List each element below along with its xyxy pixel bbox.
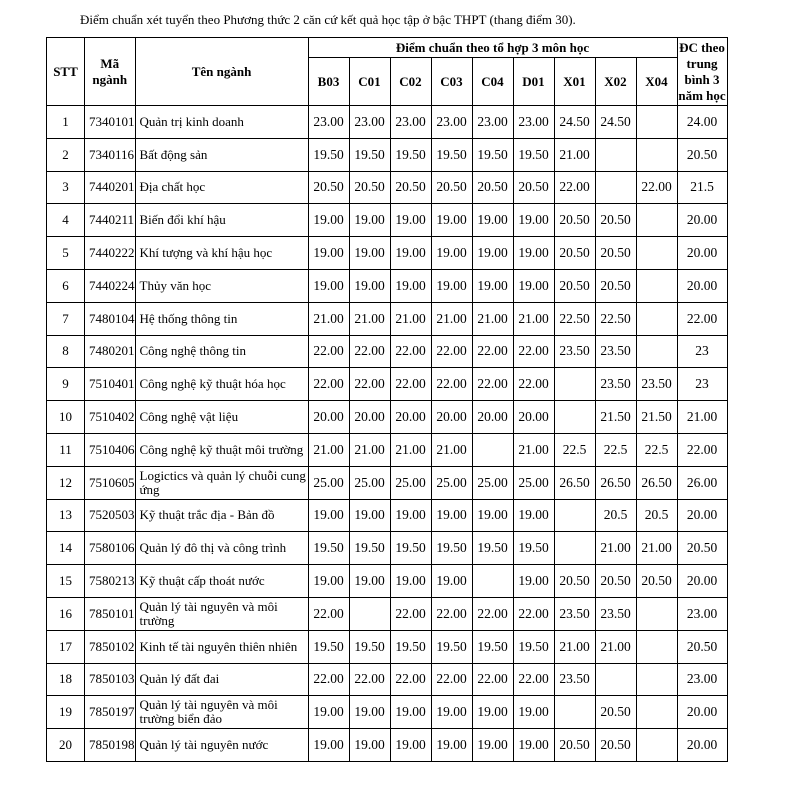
cell-score-b03: 19.00 [308, 237, 349, 270]
cell-dc: 23 [677, 368, 727, 401]
cell-score-x01: 20.50 [554, 565, 595, 598]
cell-score-c01: 19.00 [349, 729, 390, 762]
cell-score-c04 [472, 565, 513, 598]
cell-dc: 20.00 [677, 204, 727, 237]
cell-score-c01: 20.50 [349, 171, 390, 204]
cell-ma-nganh: 7340116 [85, 138, 136, 171]
cell-score-c01 [349, 597, 390, 630]
cell-ten-nganh: Quản lý tài nguyên và môi trường [135, 597, 308, 630]
cell-score-x01 [554, 696, 595, 729]
cell-dc: 21.5 [677, 171, 727, 204]
cell-score-c03: 19.00 [431, 565, 472, 598]
table-row [47, 106, 728, 139]
cell-score-c03: 19.50 [431, 532, 472, 565]
table-row [47, 532, 728, 565]
cell-stt: 10 [47, 401, 85, 434]
cell-score-b03: 19.00 [308, 499, 349, 532]
cell-ma-nganh: 7440224 [85, 269, 136, 302]
cell-score-x02 [595, 171, 636, 204]
cell-ten-nganh: Công nghệ kỹ thuật hóa học [135, 368, 308, 401]
cell-score-x01: 23.50 [554, 663, 595, 696]
cell-score-x01: 20.50 [554, 729, 595, 762]
cell-stt: 17 [47, 630, 85, 663]
cell-score-c03: 20.00 [431, 401, 472, 434]
cell-score-d01: 19.50 [513, 630, 554, 663]
cell-score-c04: 20.00 [472, 401, 513, 434]
cell-score-x04 [636, 302, 677, 335]
cell-dc: 22.00 [677, 302, 727, 335]
cell-score-d01: 19.00 [513, 696, 554, 729]
table-row [47, 401, 728, 434]
table-row [47, 138, 728, 171]
cell-score-c03: 22.00 [431, 597, 472, 630]
cell-stt: 12 [47, 466, 85, 499]
cell-ma-nganh: 7520503 [85, 499, 136, 532]
table-row [47, 237, 728, 270]
header-ten-nganh: Tên ngành [135, 38, 308, 106]
cell-score-x02: 20.50 [595, 204, 636, 237]
cell-ten-nganh: Kỹ thuật trắc địa - Bản đồ [135, 499, 308, 532]
cell-ten-nganh: Quản lý tài nguyên nước [135, 729, 308, 762]
cell-score-b03: 19.00 [308, 269, 349, 302]
table-row [47, 171, 728, 204]
cell-score-d01: 22.00 [513, 597, 554, 630]
cell-ma-nganh: 7440222 [85, 237, 136, 270]
cell-score-x02: 21.00 [595, 532, 636, 565]
cell-score-c03: 19.50 [431, 138, 472, 171]
cell-score-x01: 23.50 [554, 335, 595, 368]
cell-ten-nganh: Quản lý tài nguyên và môi trường biển đảo [135, 696, 308, 729]
cell-score-c03: 20.50 [431, 171, 472, 204]
cell-ma-nganh: 7510605 [85, 466, 136, 499]
cell-score-x01: 21.00 [554, 630, 595, 663]
cell-score-c02: 19.00 [390, 204, 431, 237]
cell-score-x02: 22.5 [595, 433, 636, 466]
cell-score-d01: 21.00 [513, 433, 554, 466]
cell-score-x04: 20.50 [636, 565, 677, 598]
cell-dc: 26.00 [677, 466, 727, 499]
table-row [47, 335, 728, 368]
cell-ma-nganh: 7510402 [85, 401, 136, 434]
cell-score-c02: 22.00 [390, 597, 431, 630]
cell-score-x01: 20.50 [554, 237, 595, 270]
cell-dc: 20.00 [677, 696, 727, 729]
cell-score-x04 [636, 237, 677, 270]
cell-score-x04 [636, 204, 677, 237]
cell-score-c01: 22.00 [349, 335, 390, 368]
cell-score-x04 [636, 138, 677, 171]
cell-score-c02: 25.00 [390, 466, 431, 499]
header-combo-x04: X04 [636, 58, 677, 106]
cell-score-x01: 26.50 [554, 466, 595, 499]
cell-score-c04: 19.00 [472, 269, 513, 302]
header-combo-group: Điểm chuẩn theo tổ hợp 3 môn học [308, 38, 677, 58]
cell-score-x02: 23.50 [595, 597, 636, 630]
cell-dc: 20.50 [677, 630, 727, 663]
cell-ma-nganh: 7580106 [85, 532, 136, 565]
cell-score-x04 [636, 696, 677, 729]
cell-score-c02: 19.50 [390, 630, 431, 663]
cell-score-c04: 19.00 [472, 237, 513, 270]
cell-dc: 22.00 [677, 433, 727, 466]
cell-score-c01: 22.00 [349, 368, 390, 401]
cell-score-x02: 20.50 [595, 237, 636, 270]
cell-score-d01: 20.00 [513, 401, 554, 434]
cell-ten-nganh: Thủy văn học [135, 269, 308, 302]
cell-score-x02 [595, 138, 636, 171]
cell-score-c02: 19.50 [390, 532, 431, 565]
cell-stt: 5 [47, 237, 85, 270]
cell-dc: 20.00 [677, 269, 727, 302]
header-combo-c02: C02 [390, 58, 431, 106]
cell-ma-nganh: 7510406 [85, 433, 136, 466]
cell-score-c04: 19.00 [472, 696, 513, 729]
cell-score-c02: 19.00 [390, 237, 431, 270]
table-row [47, 368, 728, 401]
cell-dc: 20.00 [677, 237, 727, 270]
cell-ma-nganh: 7440201 [85, 171, 136, 204]
cell-score-c03: 21.00 [431, 302, 472, 335]
cell-ten-nganh: Khí tượng và khí hậu học [135, 237, 308, 270]
cell-score-x04: 21.50 [636, 401, 677, 434]
cell-score-x02: 21.50 [595, 401, 636, 434]
cell-ten-nganh: Công nghệ kỹ thuật môi trường [135, 433, 308, 466]
cell-score-x01: 22.00 [554, 171, 595, 204]
cell-score-x02: 20.50 [595, 269, 636, 302]
cell-score-x02: 20.50 [595, 696, 636, 729]
cell-score-c01: 19.50 [349, 630, 390, 663]
cell-score-x04: 23.50 [636, 368, 677, 401]
cell-score-d01: 19.00 [513, 565, 554, 598]
cell-score-c01: 19.50 [349, 138, 390, 171]
table-row [47, 269, 728, 302]
cell-score-x04: 22.00 [636, 171, 677, 204]
cell-score-c02: 22.00 [390, 335, 431, 368]
cell-stt: 4 [47, 204, 85, 237]
cell-score-b03: 22.00 [308, 335, 349, 368]
cell-stt: 14 [47, 532, 85, 565]
header-combo-c04: C04 [472, 58, 513, 106]
cell-score-d01: 22.00 [513, 335, 554, 368]
cell-dc: 20.00 [677, 565, 727, 598]
cell-stt: 3 [47, 171, 85, 204]
cell-ten-nganh: Bất động sản [135, 138, 308, 171]
cell-score-c04: 22.00 [472, 335, 513, 368]
cell-score-x02: 24.50 [595, 106, 636, 139]
cell-score-x04: 22.5 [636, 433, 677, 466]
cell-score-b03: 22.00 [308, 663, 349, 696]
cell-dc: 24.00 [677, 106, 727, 139]
cell-score-b03: 20.50 [308, 171, 349, 204]
cell-ma-nganh: 7340101 [85, 106, 136, 139]
cell-dc: 23.00 [677, 663, 727, 696]
cell-score-c02: 22.00 [390, 663, 431, 696]
cell-score-c04: 25.00 [472, 466, 513, 499]
cell-score-c02: 19.00 [390, 565, 431, 598]
cell-score-x02: 20.50 [595, 729, 636, 762]
cell-dc: 21.00 [677, 401, 727, 434]
table-row [47, 729, 728, 762]
cell-score-x01: 24.50 [554, 106, 595, 139]
cell-ten-nganh: Kỹ thuật cấp thoát nước [135, 565, 308, 598]
cell-ten-nganh: Hệ thống thông tin [135, 302, 308, 335]
page-caption: Điểm chuẩn xét tuyển theo Phương thức 2 căn cứ kết quả học tập ở bậc THPT (thang điểm 30). [80, 12, 576, 27]
cell-dc: 23 [677, 335, 727, 368]
cell-score-c03: 19.00 [431, 499, 472, 532]
cell-dc: 23.00 [677, 597, 727, 630]
cell-score-x04 [636, 630, 677, 663]
cell-score-d01: 19.00 [513, 269, 554, 302]
cell-score-x01: 20.50 [554, 269, 595, 302]
cell-score-c03: 19.00 [431, 729, 472, 762]
table-row [47, 433, 728, 466]
cell-score-b03: 21.00 [308, 433, 349, 466]
cell-score-c03: 19.00 [431, 204, 472, 237]
cell-score-c03: 22.00 [431, 368, 472, 401]
cell-score-c02: 21.00 [390, 433, 431, 466]
cell-score-x01 [554, 401, 595, 434]
cell-score-b03: 19.50 [308, 138, 349, 171]
header-combo-d01: D01 [513, 58, 554, 106]
cell-ten-nganh: Quản trị kinh doanh [135, 106, 308, 139]
cell-score-x01 [554, 368, 595, 401]
cell-score-b03: 22.00 [308, 597, 349, 630]
cell-ten-nganh: Quản lý đô thị và công trình [135, 532, 308, 565]
cell-ma-nganh: 7510401 [85, 368, 136, 401]
cell-score-d01: 19.50 [513, 532, 554, 565]
table-row [47, 597, 728, 630]
cell-score-c04: 21.00 [472, 302, 513, 335]
cell-score-d01: 19.00 [513, 237, 554, 270]
cell-score-c04: 23.00 [472, 106, 513, 139]
cell-dc: 20.00 [677, 499, 727, 532]
cell-score-x01 [554, 499, 595, 532]
cell-stt: 13 [47, 499, 85, 532]
cell-score-b03: 21.00 [308, 302, 349, 335]
cell-stt: 19 [47, 696, 85, 729]
cell-score-c04: 22.00 [472, 368, 513, 401]
header-stt: STT [47, 38, 85, 106]
cell-dc: 20.50 [677, 532, 727, 565]
cell-ten-nganh: Biến đổi khí hậu [135, 204, 308, 237]
cell-stt: 9 [47, 368, 85, 401]
header-combo-x02: X02 [595, 58, 636, 106]
cell-score-c02: 19.00 [390, 269, 431, 302]
cell-score-x04 [636, 269, 677, 302]
cutoff-score-table [46, 37, 728, 762]
cell-ma-nganh: 7850102 [85, 630, 136, 663]
cell-score-c02: 19.00 [390, 499, 431, 532]
cell-stt: 1 [47, 106, 85, 139]
table-row [47, 630, 728, 663]
table-row [47, 499, 728, 532]
cell-stt: 16 [47, 597, 85, 630]
cell-score-x02: 20.5 [595, 499, 636, 532]
cell-score-x04 [636, 335, 677, 368]
cell-score-c02: 20.00 [390, 401, 431, 434]
cell-score-c04: 19.50 [472, 138, 513, 171]
cell-score-x01: 20.50 [554, 204, 595, 237]
cell-ten-nganh: Địa chất học [135, 171, 308, 204]
cell-score-b03: 19.00 [308, 565, 349, 598]
cell-ten-nganh: Công nghệ thông tin [135, 335, 308, 368]
cell-score-x02: 23.50 [595, 335, 636, 368]
cell-ma-nganh: 7480201 [85, 335, 136, 368]
cell-score-c01: 19.50 [349, 532, 390, 565]
cell-score-c03: 19.00 [431, 237, 472, 270]
cell-score-c04 [472, 433, 513, 466]
cell-score-c03: 19.50 [431, 630, 472, 663]
header-combo-x01: X01 [554, 58, 595, 106]
cell-score-x01 [554, 532, 595, 565]
cell-score-b03: 23.00 [308, 106, 349, 139]
cell-score-c03: 22.00 [431, 335, 472, 368]
cell-score-c01: 21.00 [349, 433, 390, 466]
cell-score-x02: 26.50 [595, 466, 636, 499]
cell-score-x02: 23.50 [595, 368, 636, 401]
cell-score-b03: 19.50 [308, 630, 349, 663]
table-row [47, 565, 728, 598]
cell-score-x04 [636, 106, 677, 139]
cell-score-d01: 19.00 [513, 499, 554, 532]
cell-score-x01: 22.50 [554, 302, 595, 335]
cell-score-x04 [636, 597, 677, 630]
cell-score-c01: 20.00 [349, 401, 390, 434]
cell-score-b03: 19.00 [308, 729, 349, 762]
cell-ma-nganh: 7850103 [85, 663, 136, 696]
cell-score-c04: 19.00 [472, 204, 513, 237]
cell-ma-nganh: 7440211 [85, 204, 136, 237]
cell-score-c01: 19.00 [349, 696, 390, 729]
cell-score-b03: 19.00 [308, 696, 349, 729]
table-row [47, 696, 728, 729]
cell-score-x02 [595, 663, 636, 696]
cell-dc: 20.00 [677, 729, 727, 762]
cell-score-c01: 19.00 [349, 269, 390, 302]
cell-score-c02: 19.50 [390, 138, 431, 171]
cell-score-d01: 20.50 [513, 171, 554, 204]
cell-score-d01: 22.00 [513, 368, 554, 401]
table-row [47, 466, 728, 499]
cell-score-c03: 19.00 [431, 696, 472, 729]
cell-ten-nganh: Kinh tế tài nguyên thiên nhiên [135, 630, 308, 663]
cell-score-c04: 19.50 [472, 630, 513, 663]
cell-score-b03: 19.00 [308, 204, 349, 237]
cell-score-x02: 20.50 [595, 565, 636, 598]
cell-score-x04 [636, 729, 677, 762]
cell-score-c04: 19.50 [472, 532, 513, 565]
cell-stt: 7 [47, 302, 85, 335]
header-ma-nganh: Mã ngành [85, 38, 136, 106]
cell-score-d01: 23.00 [513, 106, 554, 139]
cell-score-c02: 19.00 [390, 696, 431, 729]
header-dc: ĐC theo trung bình 3 năm học [677, 38, 727, 106]
cell-score-x01: 22.5 [554, 433, 595, 466]
cell-score-c01: 19.00 [349, 565, 390, 598]
cell-ma-nganh: 7850101 [85, 597, 136, 630]
cell-ten-nganh: Quản lý đất đai [135, 663, 308, 696]
cell-score-d01: 19.00 [513, 204, 554, 237]
cell-score-c03: 21.00 [431, 433, 472, 466]
cell-stt: 2 [47, 138, 85, 171]
cell-ten-nganh: Công nghệ vật liệu [135, 401, 308, 434]
cell-score-b03: 20.00 [308, 401, 349, 434]
cell-score-d01: 21.00 [513, 302, 554, 335]
cell-score-c04: 20.50 [472, 171, 513, 204]
cell-score-x01: 23.50 [554, 597, 595, 630]
cell-score-c01: 23.00 [349, 106, 390, 139]
cell-score-c02: 23.00 [390, 106, 431, 139]
cell-score-c01: 19.00 [349, 204, 390, 237]
header-combo-b03: B03 [308, 58, 349, 106]
cell-stt: 20 [47, 729, 85, 762]
cell-score-b03: 25.00 [308, 466, 349, 499]
cell-score-c01: 19.00 [349, 237, 390, 270]
cell-score-x04: 20.5 [636, 499, 677, 532]
cell-score-b03: 22.00 [308, 368, 349, 401]
cell-score-d01: 19.50 [513, 138, 554, 171]
cell-score-c02: 22.00 [390, 368, 431, 401]
cell-score-x04: 26.50 [636, 466, 677, 499]
header-combo-c01: C01 [349, 58, 390, 106]
cell-score-c02: 21.00 [390, 302, 431, 335]
cell-score-b03: 19.50 [308, 532, 349, 565]
cell-stt: 6 [47, 269, 85, 302]
cell-score-c01: 19.00 [349, 499, 390, 532]
cell-stt: 18 [47, 663, 85, 696]
table-row [47, 302, 728, 335]
cell-stt: 8 [47, 335, 85, 368]
table-row [47, 663, 728, 696]
header-combo-c03: C03 [431, 58, 472, 106]
cell-score-c03: 22.00 [431, 663, 472, 696]
cell-stt: 11 [47, 433, 85, 466]
cell-score-d01: 22.00 [513, 663, 554, 696]
cell-ma-nganh: 7480104 [85, 302, 136, 335]
cell-score-d01: 25.00 [513, 466, 554, 499]
cell-score-c03: 25.00 [431, 466, 472, 499]
cell-score-c02: 20.50 [390, 171, 431, 204]
cell-score-x02: 22.50 [595, 302, 636, 335]
cell-dc: 20.50 [677, 138, 727, 171]
cell-score-c03: 19.00 [431, 269, 472, 302]
cell-score-c04: 22.00 [472, 597, 513, 630]
cell-ma-nganh: 7850197 [85, 696, 136, 729]
cell-score-x02: 21.00 [595, 630, 636, 663]
cell-score-c02: 19.00 [390, 729, 431, 762]
cell-score-x04: 21.00 [636, 532, 677, 565]
cell-stt: 15 [47, 565, 85, 598]
cell-ma-nganh: 7580213 [85, 565, 136, 598]
table-row [47, 204, 728, 237]
cell-score-c04: 19.00 [472, 729, 513, 762]
cell-score-d01: 19.00 [513, 729, 554, 762]
cell-score-c04: 22.00 [472, 663, 513, 696]
cell-ma-nganh: 7850198 [85, 729, 136, 762]
cell-score-c01: 21.00 [349, 302, 390, 335]
cell-score-c01: 22.00 [349, 663, 390, 696]
cell-score-x04 [636, 663, 677, 696]
cell-score-c04: 19.00 [472, 499, 513, 532]
cell-score-c03: 23.00 [431, 106, 472, 139]
cell-ten-nganh: Logictics và quản lý chuỗi cung ứng [135, 466, 308, 499]
cell-score-c01: 25.00 [349, 466, 390, 499]
cell-score-x01: 21.00 [554, 138, 595, 171]
